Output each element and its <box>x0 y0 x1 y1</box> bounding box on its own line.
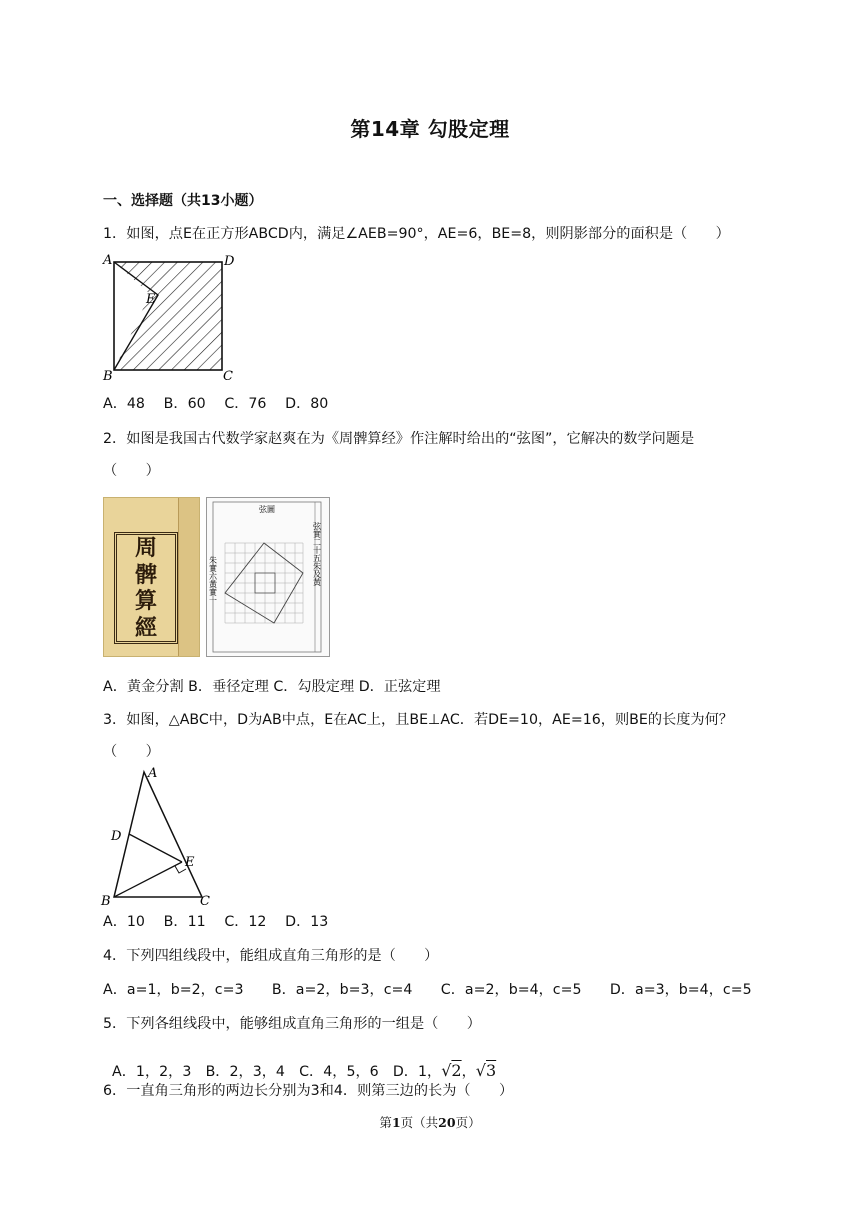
page-footer: 第1页（共20页） <box>379 1115 481 1130</box>
label-E: E <box>185 855 195 870</box>
question-2-paren: （ ） <box>103 463 160 479</box>
question-4-options: A．a=1，b=2，c=3 B．a=2，b=3，c=4 C．a=2，b=4，c=5 D．a=3，b=4，c=5 <box>103 982 752 998</box>
book-char: 經 <box>134 614 157 641</box>
scan-left-text: 朱實六黃實一 <box>208 556 218 604</box>
question-3-text: 3．如图，△ABC中，D为AB中点，E在AC上，且BE⊥AC．若DE=10，AE=16，则BE的长度为何？ <box>103 712 733 728</box>
book-cover-image <box>103 497 200 657</box>
book-char: 周 <box>134 535 157 562</box>
label-C: C <box>200 894 210 906</box>
question-1-options: A．48 B．60 C．76 D．80 <box>103 396 329 412</box>
question-5-options <box>103 1045 496 1081</box>
separator: ， <box>461 1064 476 1080</box>
label-D: D <box>224 254 235 269</box>
scan-right-text: 弦實二十五朱及黃 <box>312 522 322 586</box>
sqrt-3: √3 <box>475 1061 497 1080</box>
question-1-figure <box>100 250 240 384</box>
label-E: E <box>146 292 156 307</box>
label-C: C <box>223 369 233 384</box>
label-A: A <box>148 766 158 781</box>
question-3-options: A．10 B．11 C．12 D．13 <box>103 914 329 930</box>
label-B: B <box>101 894 111 906</box>
question-6-text: 6．一直角三角形的两边长分别为3和4．则第三边的长为（ ） <box>103 1083 514 1099</box>
question-2-options: A．黄金分割 B．垂径定理 C．勾股定理 D．正弦定理 <box>103 679 441 695</box>
question-3-figure <box>100 762 220 906</box>
question-3-paren: （ ） <box>103 744 160 760</box>
xian-tu-diagram-image <box>206 497 330 657</box>
page-title: 第14章 勾股定理 <box>350 117 510 141</box>
question-5-text: 5．下列各组线段中，能够组成直角三角形的一组是（ ） <box>103 1016 481 1032</box>
question-2-text: 2．如图是我国古代数学家赵爽在为《周髀算经》作注解时给出的“弦图”，它解决的数学问题是 <box>103 431 695 447</box>
question-4-text: 4．下列四组线段中，能组成直角三角形的是（ ） <box>103 948 439 964</box>
total-pages: 20 <box>438 1115 456 1130</box>
book-char: 髀 <box>134 561 157 588</box>
section-heading: 一、选择题（共13小题） <box>103 193 263 209</box>
question-5-options-prefix: A．1，2，3 B．2，3，4 C．4，5，6 D．1， <box>112 1064 442 1080</box>
question-1-text: 1．如图，点E在正方形ABCD内，满足∠AEB=90°，AE=6，BE=8，则阴影部分的面积是（ ） <box>103 226 730 242</box>
current-page: 1 <box>391 1115 401 1130</box>
xian-tu-drawing <box>207 498 329 656</box>
label-D: D <box>111 829 122 844</box>
scan-title: 弦圖 <box>259 505 275 514</box>
book-title-label <box>114 532 178 644</box>
label-B: B <box>103 369 113 384</box>
label-A: A <box>103 253 113 268</box>
sqrt-2: √2 <box>441 1061 462 1080</box>
book-spine <box>178 498 199 656</box>
book-char: 算 <box>134 588 157 615</box>
